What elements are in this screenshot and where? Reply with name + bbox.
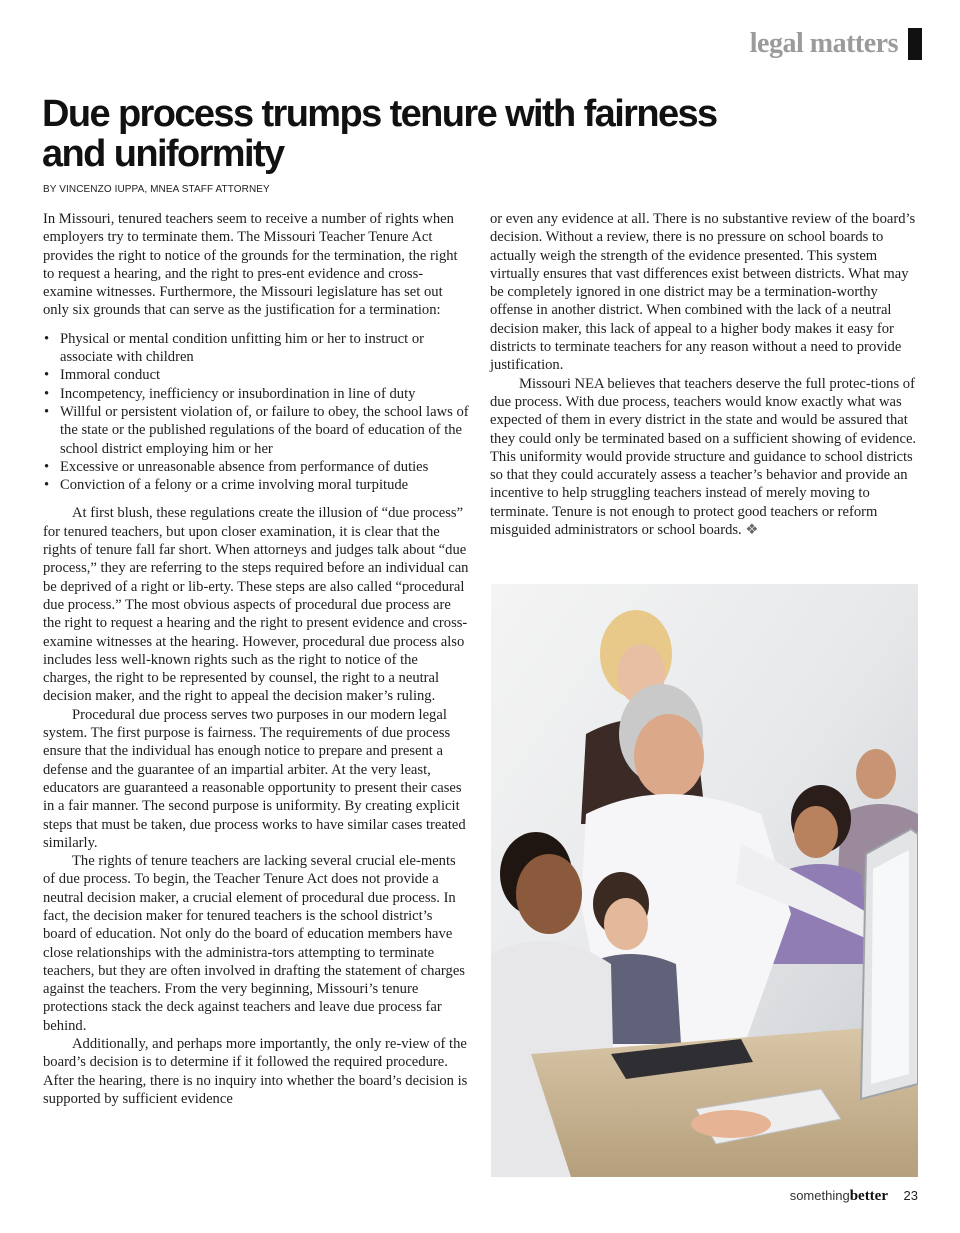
left-column bbox=[43, 210, 469, 1108]
page-number: 23 bbox=[903, 1188, 918, 1203]
section-label: legal matters bbox=[749, 28, 898, 59]
list-item: • Physical or mental condition unfitting him or her to instruct or associate with children bbox=[43, 330, 469, 367]
section-marker-block bbox=[908, 28, 922, 60]
body-paragraph: or even any evidence at all. There is no substantive review of the board’s decision. Without a review, there is no pressure on school boards to actually weigh the strength of the evidence presented. This system virtually ensures that vast differences exist between districts. What may be completely ignored in one district may be a termination-worthy offense in another district. When combined with the lack of a neutral decision maker, this lack of appeal to a higher body makes it easy for districts to terminate teachers for any reason without a need to provide justification. bbox=[490, 211, 916, 374]
list-item: • Incompetency, inefficiency or insubordination in line of duty bbox=[43, 385, 469, 403]
termination-grounds-list bbox=[43, 330, 469, 495]
list-item: • Conviction of a felony or a crime involving moral turpitude bbox=[43, 476, 469, 494]
intro-paragraph: In Missouri, tenured teachers seem to receive a number of rights when employers try to terminate them. The Missouri Teacher Tenure Act provides the right to notice of the grounds for the termination, the right to request a hearing, and the right to pres-ent evidence and cross-examine witnesses. Furthermore, the Missouri legislature has set out only six grounds that can serve as the justification for a termination: bbox=[43, 211, 458, 319]
body-paragraph: Additionally, and perhaps more importantly, the only re-view of the board’s decision is to determine if it followed the required procedure. After the hearing, there is no inquiry into whether the board’s decision is supported by sufficient evidence bbox=[43, 1036, 468, 1107]
body-paragraph: The rights of tenure teachers are lacking several crucial ele-ments of due process. To begin, the Teacher Tenure Act does not provide a neutral decision maker, a crucial element of procedural due process. In fact, the decision maker for tenured teachers is the school district’s board of education. Not only do the board of education members have close relationships with the administra-tors attempting to terminate teachers, but they are often involved in drafting the statement of charges against the teachers. From the very beginning, Missouri’s tenure protections stack the deck against teachers and leave due process far behind. bbox=[43, 853, 465, 1034]
list-item: • Willful or persistent violation of, or failure to obey, the school laws of the state or the published regulations of the board of education of the school district employing him or her bbox=[43, 403, 469, 458]
end-mark-icon: ❖ bbox=[745, 522, 759, 539]
list-item: • Immoral conduct bbox=[43, 366, 469, 384]
article-title: Due process trumps tenure with fairness and uniformity bbox=[42, 93, 717, 175]
body-paragraph: Procedural due process serves two purposes in our modern legal system. The first purpose is fairness. The requirements of due process ensure that the individual has enough notice to prepare and present a defense and the guarantee of an impartial arbiter. At the very least, educators are guaranteed a reasonable opportunity to present their cases in a fair manner. The second purpose is uniformity. By creating explicit steps that must be taken, due process works to have similar cases treated similarly. bbox=[43, 706, 466, 851]
brand-suffix: better bbox=[849, 1188, 888, 1204]
classroom-photo bbox=[491, 584, 918, 1177]
body-paragraph bbox=[490, 375, 918, 540]
body-paragraph: At first blush, these regulations create the illusion of “due process” for tenured teachers, but upon closer examination, it is clear that the rights of tenure fall far short. When attorneys and judges talk about “due process,” they are referring to the steps required before an individual can be deprived of a right or lib-erty. These steps are also called “procedural due process.” The most obvious aspects of procedural due process are the right to request a hearing and the right to present evidence and cross-examine witnesses at the hearing. However, procedural due process also includes less well-known rights such as the right to notice of the charges, the right to be represented by counsel, the right to a neutral decision maker, and the right to appeal the decision maker’s ruling. bbox=[43, 505, 469, 705]
article-byline: BY VINCENZO IUPPA, MNEA STAFF ATTORNEY bbox=[43, 184, 270, 195]
footer-brand bbox=[790, 1188, 888, 1205]
right-column bbox=[490, 210, 918, 539]
closing-paragraph-text: Missouri NEA believes that teachers deserve the full protec-tions of due process. With due process, teachers would know exactly what was expected of them in every district in the state and would be assured that they could only be terminated based on a sufficient showing of evidence. This uniformity would provide structure and guidance to school districts so that they could accurately assess a teacher’s behavior and provide an incentive to help struggling teachers instead of merely moving to terminate. Tenure is not enough to protect good teachers or reform misguided administrators or school boards. bbox=[490, 375, 917, 539]
list-item: • Excessive or unreasonable absence from performance of duties bbox=[43, 458, 469, 476]
brand-prefix: something bbox=[789, 1188, 850, 1203]
